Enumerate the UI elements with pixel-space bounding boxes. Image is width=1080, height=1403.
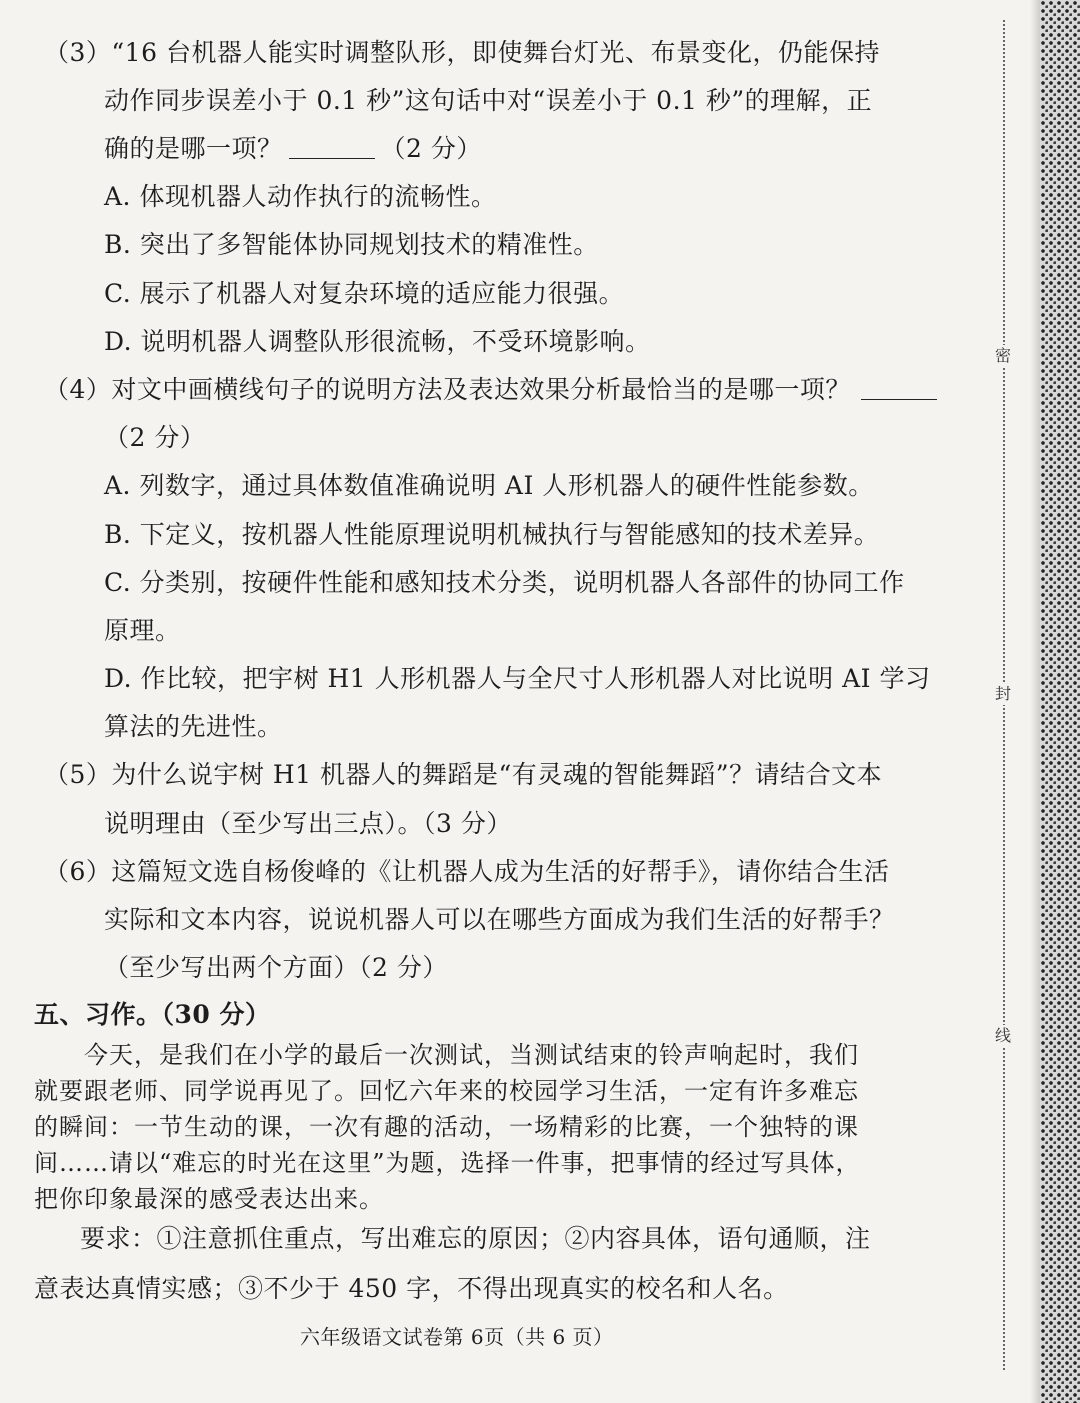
- q3-option-b: B. 突出了多智能体协同规划技术的精准性。: [104, 230, 599, 259]
- prompt-line1: 今天，是我们在小学的最后一次测试，当测试结束的铃声响起时，我们: [84, 1041, 859, 1069]
- q3-score: （2 分）: [380, 134, 482, 163]
- q4-line1: [44, 373, 937, 407]
- prompt-line5: 把你印象最深的感受表达出来。: [34, 1185, 384, 1213]
- q4-option-c-line1: C. 分类别，按硬件性能和感知技术分类，说明机器人各部件的协同工作: [104, 568, 905, 597]
- q6-line1: （6）这篇短文选自杨俊峰的《让机器人成为生活的好帮手》，请你结合生活: [44, 857, 890, 886]
- binding-mark-seal: 密: [992, 345, 1014, 367]
- requirement-line2: 意表达真情实感；③不少于 450 字，不得出现真实的校名和人名。: [34, 1274, 789, 1303]
- section-heading: 五、习作。（30 分）: [34, 1000, 271, 1029]
- prompt-line3: 的瞬间：一节生动的课，一次有趣的活动，一场精彩的比赛，一个独特的课: [34, 1113, 859, 1141]
- q4-score: （2 分）: [104, 423, 206, 452]
- q4-option-d-line2: 算法的先进性。: [104, 712, 283, 741]
- page-footer: 六年级语文试卷第 6页（共 6 页）: [300, 1325, 614, 1349]
- q3-option-d: D. 说明机器人调整队形很流畅，不受环境影响。: [104, 327, 651, 356]
- q3-option-c: C. 展示了机器人对复杂环境的适应能力很强。: [104, 279, 625, 308]
- q3-line2: 动作同步误差小于 0.1 秒”这句话中对“误差小于 0.1 秒”的理解，正: [104, 86, 873, 115]
- prompt-line4: 间……请以“难忘的时光在这里”为题，选择一件事，把事情的经过写具体，: [34, 1149, 861, 1177]
- requirement-line1: 要求：①注意抓住重点，写出难忘的原因；②内容具体，语句通顺，注: [80, 1224, 871, 1253]
- binding-mark-close: 封: [992, 683, 1014, 705]
- q4-option-c-line2: 原理。: [104, 616, 181, 645]
- q4-option-d-line1: D. 作比较，把宇树 H1 人形机器人与全尺寸人形机器人对比说明 AI 学习: [104, 664, 931, 693]
- q4-option-b: B. 下定义，按机器人性能原理说明机械执行与智能感知的技术差异。: [104, 520, 880, 549]
- q3-option-a: A. 体现机器人动作执行的流畅性。: [104, 182, 497, 211]
- q5-line2: 说明理由（至少写出三点）。（3 分）: [104, 809, 512, 838]
- q5-line1: （5）为什么说宇树 H1 机器人的舞蹈是“有灵魂的智能舞蹈”？请结合文本: [44, 760, 883, 789]
- q3-line1: （3）“16 台机器人能实时调整队形，即使舞台灯光、布景变化，仍能保持: [44, 38, 880, 67]
- binding-mark-line: 线: [992, 1025, 1014, 1047]
- q6-line2: 实际和文本内容，说说机器人可以在哪些方面成为我们生活的好帮手？: [104, 905, 895, 934]
- q4-line1-text: （4）对文中画横线句子的说明方法及表达效果分析最恰当的是哪一项？: [44, 375, 851, 404]
- q4-option-a: A. 列数字，通过具体数值准确说明 AI 人形机器人的硬件性能参数。: [104, 471, 874, 500]
- page-edge-pattern: [1040, 0, 1080, 1403]
- q3-line3-text: 确的是哪一项？: [104, 134, 283, 163]
- q6-line3: （至少写出两个方面）（2 分）: [104, 953, 448, 982]
- answer-blank[interactable]: [861, 377, 937, 400]
- answer-blank[interactable]: [289, 136, 375, 159]
- q3-line3: [104, 132, 482, 166]
- prompt-line2: 就要跟老师、同学说再见了。回忆六年来的校园学习生活，一定有许多难忘: [34, 1077, 859, 1105]
